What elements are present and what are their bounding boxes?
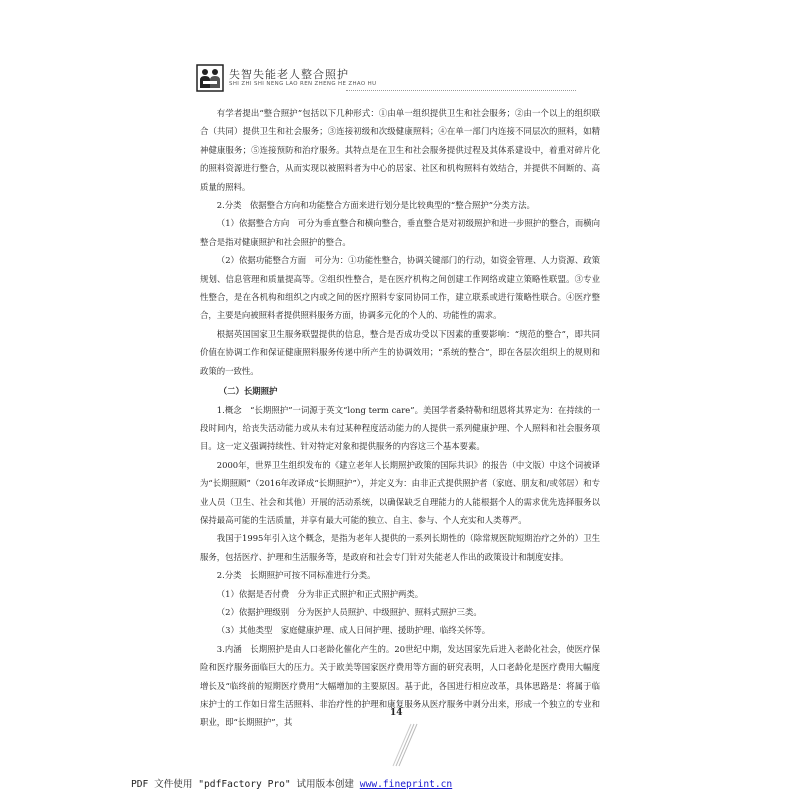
page-body [200,104,600,732]
paragraph: （2）依据功能整合方面 可分为：①功能性整合，协调关键部门的行动，如资金管理、人力资源、政策规划、信息管理和质量提高等。②组织性整合，是在医疗机构之间创建工作网络或建立策略性联盟。③专业性整合，是在各机构和组织之内或之间的医疗照料专家同协同工作，建立联系或进行策略性联合。④医疗整合，主要是向被照料者提供照料服务方面，协调多元化的个人的、功能性的需求。 [200,255,600,321]
paragraph: 有学者提出“整合照护”包括以下几种形式：①由单一组织提供卫生和社会服务；②由一个以上的组织联合（共同）提供卫生和社会服务；③连接初级和次级健康照料；④在单一部门内连接不同层次的照料，如精神健康服务；⑤连接预防和治疗服务。其特点是在卫生和社会服务提供过程及其体系建设中，着重对碎片化的照料资源进行整合，从而实现以被照料者为中心的居家、社区和机构照料有效结合，并提供不间断的、高质量的照料。 [200,108,600,192]
page-number: 14 [390,708,403,718]
watermark-link[interactable]: www.fineprint.cn [359,779,453,790]
paragraph: 2.分类 依据整合方向和功能整合方面来进行划分是比较典型的“整合照护”分类方法。 [216,200,535,211]
paragraph: （2）依据护理级别 分为医护人员照护、中级照护、照料式照护三类。 [216,606,482,617]
page-header [196,62,616,96]
section-heading [200,382,600,400]
paragraph: 我国于1995年引入这个概念，是指为老年人提供的一系列长期性的（除常规医院短期治疗之外的）卫生服务，包括医疗、护理和生活服务等，是政府和社会专门针对失能老人作出的政策设计和制度安排。 [200,533,600,562]
book-logo-icon [196,64,224,92]
paragraph: 2.分类 长期照护可按不同标准进行分类。 [216,570,376,581]
section-heading-text: （二）长期照护 [218,386,278,397]
watermark-text: PDF 文件使用 "pdfFactory Pro" 试用版本创建 [131,779,360,790]
pdf-watermark [131,776,452,790]
book-title-pinyin: SHI ZHI SHI NENG LAO REN ZHENG HE ZHAO HU [229,81,377,87]
paragraph: （1）依据整合方向 可分为垂直整合和横向整合，垂直整合是对初级照护和进一步照护的整合，而横向整合是指对健康照护和社会照护的整合。 [200,218,600,247]
paragraph: （3）其他类型 家庭健康护理、成人日间护理、援助护理、临终关怀等。 [216,625,491,636]
page-hatch-decoration [392,722,418,768]
paragraph: 1.概念 “长期照护”一词源于英文“long term care”。美国学者桑特勒和纽恩将其界定为：在持续的一段时间内，给丧失活动能力或从未有过某种程度活动能力的人提供一系列健康护理、个人照料和社会服务项目。这一定义强调持续性、针对特定对象和提供服务的内容这三个基本要素。 [200,404,600,452]
paragraph: 2000年，世界卫生组织发布的《建立老年人长期照护政策的国际共识》的报告（中文版）中这个词被译为“长期照顾”（2016年改译成“长期照护”），并定义为：由非正式提供照护者（家庭、朋友和/或邻居）和专业人员（卫生、社会和其他）开展的活动系统，以确保缺乏自理能力的人能根据个人的需求优先选择服务以保持最高可能的生活质量，并享有最大可能的独立、自主、参与、个人充实和人类尊严。 [200,459,600,525]
book-title: 失智失能老人整合照护 [229,68,349,81]
header-divider [346,90,576,91]
paragraph: 3.内涵 长期照护是由人口老龄化催化产生的。20世纪中期，发达国家先后进入老龄化社会，使医疗保险和医疗服务面临巨大的压力。关于欧美等国家医疗费用等方面的研究表明，人口老龄化是医疗费用大幅度增长及“临终前的短期医疗费用”大幅增加的主要原因。基于此，各国进行相应改革，具体思路是：将属于临床护士的工作如日常生活照料、非治疗性的护理和康复服务从医疗服务中剥分出来，形成一个独立的专业和职业，即“长期照护”，其 [200,643,600,728]
paragraph: 根据英国国家卫生服务联盟提供的信息，整合是否成功受以下因素的重要影响：“规范的整合”，即共同价值在协调工作和保证健康照料服务传递中所产生的协调效用；“系统的整合”，即在各层次组织上的规则和政策的一致性。 [200,328,600,376]
paragraph: （1）依据是否付费 分为非正式照护和正式照护两类。 [216,588,424,599]
